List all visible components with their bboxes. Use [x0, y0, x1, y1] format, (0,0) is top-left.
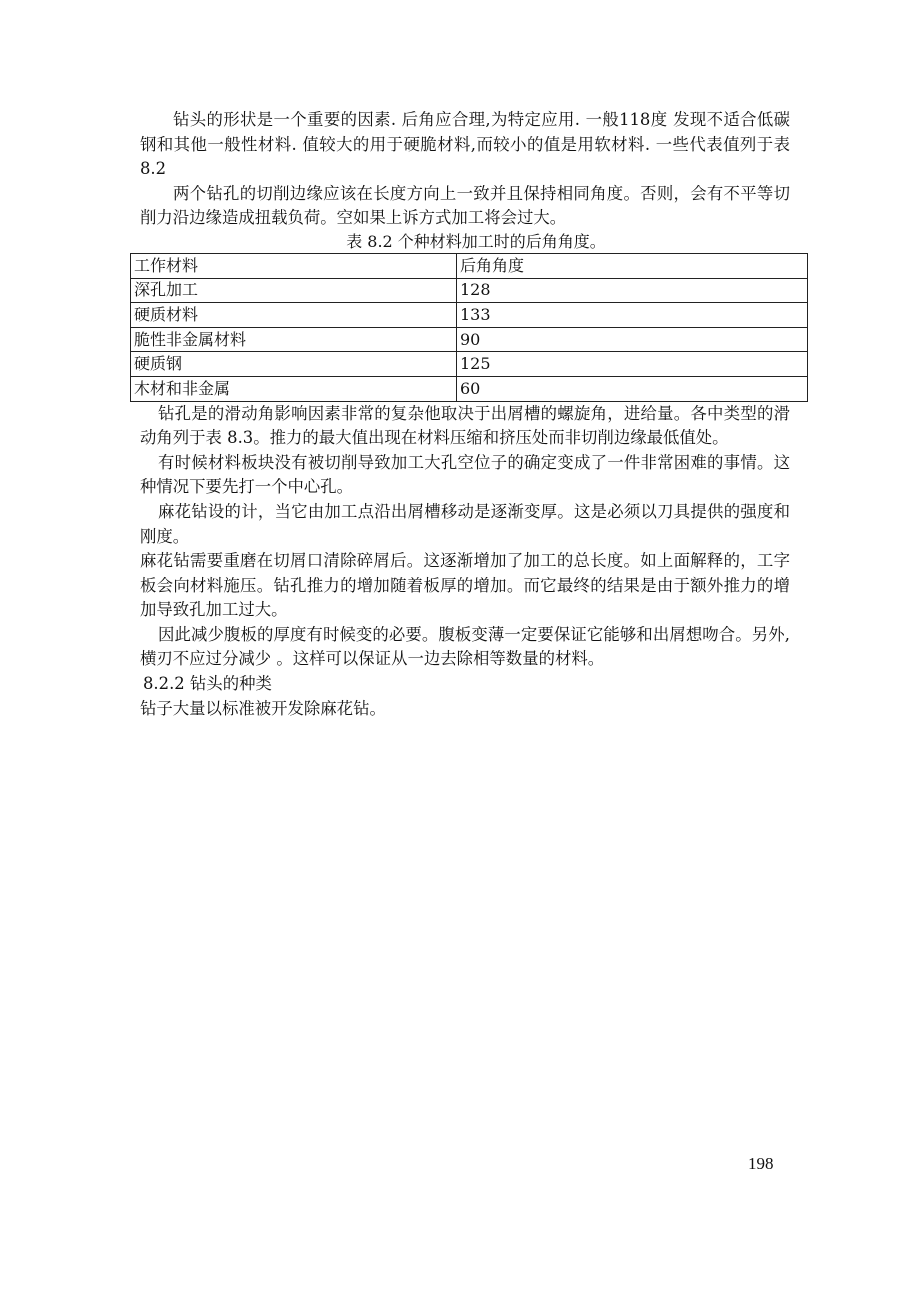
table-cell-angle: 125	[457, 352, 808, 377]
table-row	[131, 303, 808, 328]
table-cell-material: 硬质钢	[131, 352, 457, 377]
table-header-row	[131, 253, 808, 278]
table-caption: 表 8.2 个种材料加工时的后角角度。	[346, 231, 606, 251]
table-cell-angle: 128	[457, 278, 808, 303]
table-cell-angle: 90	[457, 327, 808, 352]
table-cell-material: 木材和非金属	[131, 376, 457, 401]
paragraph-drill-shape: 钻头的形状是一个重要的因素. 后角应合理,为特定应用. 一般118度 发现不适合低碳钢和其他一般性材料. 值较大的用于硬脆材料,而较小的值是用软材料. 一些代表值列于表8.2	[140, 110, 790, 179]
table-row	[131, 352, 808, 377]
paragraph-regrinding: 麻花钻需要重磨在切屑口清除碎屑后。这逐渐增加了加工的总长度。如上面解释的，工字板会向材料施压。钻孔推力的增加随着板厚的增加。而它最终的结果是由于额外推力的增加导致孔加工过大。	[140, 551, 790, 620]
table-header-cell: 后角角度	[457, 253, 808, 278]
page-number: 198	[748, 1154, 774, 1173]
paragraph-web-thinning: 因此减少腹板的厚度有时候变的必要。腹板变薄一定要保证它能够和出屑想吻合。另外,横刃不应过分减少 。这样可以保证从一边去除相等数量的材料。	[140, 624, 790, 669]
paragraph-sliding-angle: 钻孔是的滑动角影响因素非常的复杂他取决于出屑槽的螺旋角，进给量。各中类型的滑动角列于表 8.3。推力的最大值出现在材料压缩和挤压处而非切削边缘最低值处。	[140, 403, 790, 448]
table-cell-material: 深孔加工	[131, 278, 457, 303]
section-text: 钻子大量以标准被开发除麻花钻。	[140, 698, 386, 718]
table-cell-material: 硬质材料	[131, 303, 457, 328]
document-page	[134, 108, 790, 721]
table-cell-angle: 60	[457, 376, 808, 401]
table-cell-material: 脆性非金属材料	[131, 327, 457, 352]
table-row	[131, 327, 808, 352]
paragraph-twist-drill-design: 麻花钻设的计，当它由加工点沿出屑槽移动是逐渐变厚。这是必须以刀具提供的强度和刚度。	[140, 501, 790, 546]
section-heading: 8.2.2 钻头的种类	[143, 674, 272, 694]
clearance-angle-table	[130, 253, 808, 402]
table-cell-angle: 133	[457, 303, 808, 328]
table-row	[131, 278, 808, 303]
paragraph-cutting-edges: 两个钻孔的切削边缘应该在长度方向上一致并且保持相同角度。否则，会有不平等切削力沿边缘造成扭载负荷。空如果上诉方式加工将会过大。	[140, 183, 790, 228]
paragraph-center-hole: 有时候材料板块没有被切削导致加工大孔空位子的确定变成了一件非常困难的事情。这种情况下要先打一个中心孔。	[140, 452, 790, 497]
table-header-cell: 工作材料	[131, 253, 457, 278]
table-row	[131, 376, 808, 401]
